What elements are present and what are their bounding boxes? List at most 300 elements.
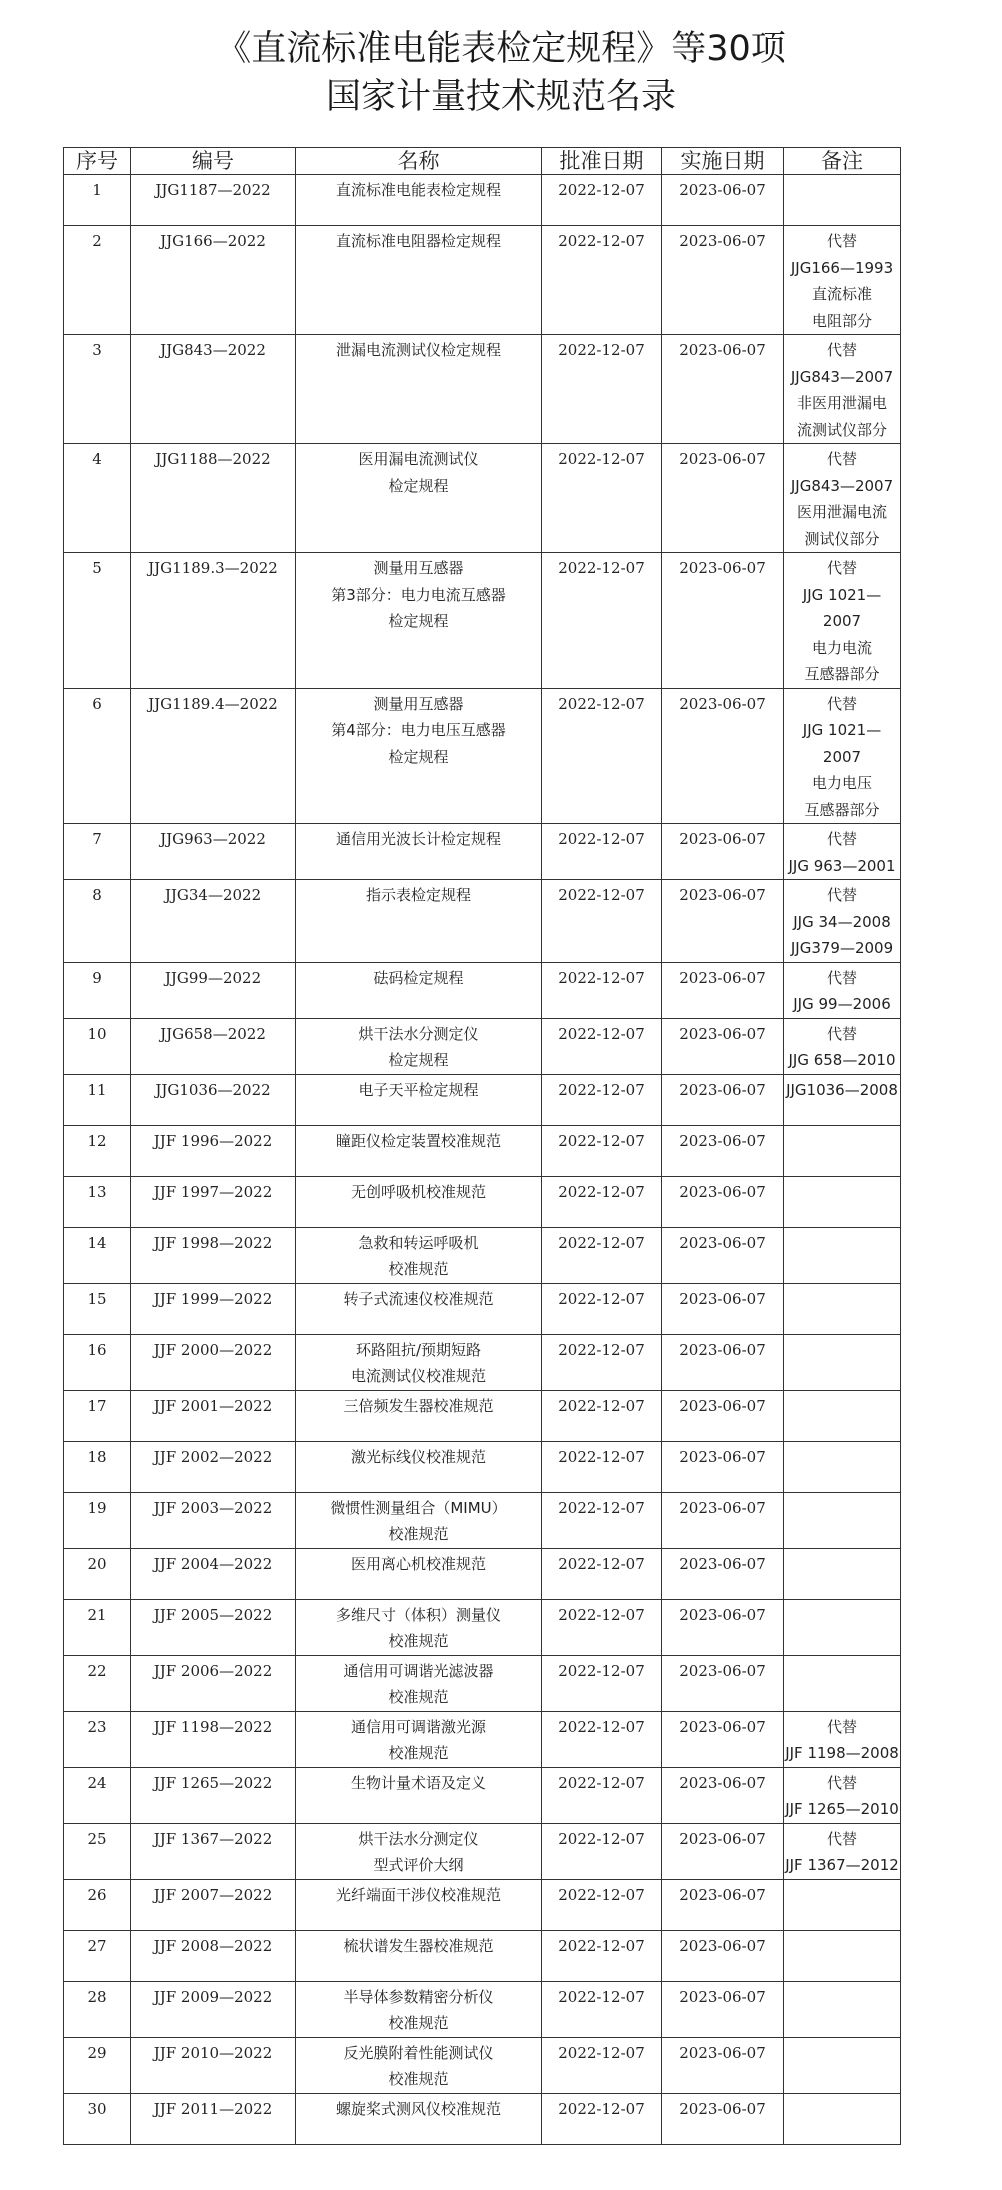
table-row	[64, 444, 901, 553]
remarks-cell-line: 代替	[826, 450, 857, 468]
approval-date-cell: 2022-12-07	[542, 1711, 662, 1767]
effective-date-cell: 2023-06-07	[662, 1441, 784, 1492]
name-cell-line: 测量用互感器	[373, 559, 464, 577]
serial-number-cell: 14	[64, 1227, 131, 1283]
name-cell	[296, 1823, 542, 1879]
remarks-cell	[784, 1492, 901, 1548]
approval-date-cell: 2022-12-07	[542, 335, 662, 444]
remarks-cell	[784, 1176, 901, 1227]
table-body	[64, 175, 901, 2145]
code-cell: JJF 1998—2022	[131, 1227, 296, 1283]
code-cell: JJF 2000—2022	[131, 1334, 296, 1390]
serial-number-cell: 8	[64, 880, 131, 963]
approval-date-cell: 2022-12-07	[542, 1548, 662, 1599]
effective-date-cell: 2023-06-07	[662, 1125, 784, 1176]
remarks-cell-line: 代替	[826, 1717, 857, 1736]
remarks-cell-line: 电力电压	[811, 774, 872, 792]
effective-date-cell: 2023-06-07	[662, 1599, 784, 1655]
remarks-cell-line: 代替	[826, 1773, 857, 1792]
name-cell	[296, 1227, 542, 1283]
remarks-cell-line: 直流标准	[811, 285, 872, 303]
approval-date-cell: 2022-12-07	[542, 1981, 662, 2037]
name-cell-line: 第3部分：电力电流互感器	[331, 585, 506, 604]
table-row	[64, 688, 901, 824]
serial-number-cell: 9	[64, 962, 131, 1018]
table-row	[64, 880, 901, 963]
effective-date-cell: 2023-06-07	[662, 880, 784, 963]
table-row	[64, 1655, 901, 1711]
name-cell	[296, 1334, 542, 1390]
code-cell: JJG1036—2022	[131, 1074, 296, 1125]
remarks-cell	[784, 2037, 901, 2093]
code-cell: JJF 1198—2022	[131, 1711, 296, 1767]
approval-date-cell: 2022-12-07	[542, 1823, 662, 1879]
table-header-row	[64, 148, 901, 175]
code-cell: JJG1189.3—2022	[131, 553, 296, 689]
remarks-cell	[784, 175, 901, 226]
code-cell: JJF 2008—2022	[131, 1930, 296, 1981]
name-cell-line: 急救和转运呼吸机	[358, 1233, 479, 1252]
name-cell-line: 通信用光波长计检定规程	[335, 830, 501, 848]
code-cell: JJF 1265—2022	[131, 1767, 296, 1823]
code-cell: JJG1189.4—2022	[131, 688, 296, 824]
remarks-cell	[784, 1441, 901, 1492]
name-cell	[296, 824, 542, 880]
remarks-cell	[784, 1823, 901, 1879]
name-cell-line: 校准规范	[388, 2070, 449, 2088]
table-row	[64, 1125, 901, 1176]
code-cell: JJF 1996—2022	[131, 1125, 296, 1176]
remarks-cell-line: 医用泄漏电流	[796, 503, 887, 521]
approval-date-cell: 2022-12-07	[542, 1176, 662, 1227]
table-row	[64, 1879, 901, 1930]
name-cell-line: 检定规程	[388, 476, 449, 495]
approval-date-cell: 2022-12-07	[542, 1227, 662, 1283]
effective-date-cell: 2023-06-07	[662, 226, 784, 335]
remarks-cell-line: 代替	[826, 968, 857, 987]
approval-date-cell: 2022-12-07	[542, 824, 662, 880]
remarks-cell-line: 电力电流	[811, 638, 872, 657]
name-cell	[296, 1599, 542, 1655]
code-cell: JJF 2006—2022	[131, 1655, 296, 1711]
remarks-cell	[784, 1655, 901, 1711]
header-remarks: 备注	[784, 148, 901, 175]
table-row	[64, 824, 901, 880]
name-cell	[296, 962, 542, 1018]
remarks-cell	[784, 1227, 901, 1283]
header-serial-number: 序号	[64, 148, 131, 175]
code-cell: JJF 2007—2022	[131, 1879, 296, 1930]
remarks-cell	[784, 1599, 901, 1655]
name-cell-line: 瞳距仪检定装置校准规范	[335, 1131, 501, 1150]
remarks-cell-line: 代替	[826, 886, 857, 904]
effective-date-cell: 2023-06-07	[662, 824, 784, 880]
name-cell-line: 生物计量术语及定义	[350, 1773, 486, 1792]
remarks-cell	[784, 226, 901, 335]
table-row	[64, 2093, 901, 2144]
name-cell-line: 型式评价大纲	[373, 1856, 464, 1874]
serial-number-cell: 24	[64, 1767, 131, 1823]
table-row	[64, 1711, 901, 1767]
table-row	[64, 175, 901, 226]
code-cell: JJG99—2022	[131, 962, 296, 1018]
remarks-cell	[784, 880, 901, 963]
table-row	[64, 1930, 901, 1981]
approval-date-cell: 2022-12-07	[542, 1599, 662, 1655]
remarks-cell-line: JJG 963—2001	[788, 856, 896, 875]
name-cell-line: 螺旋桨式测风仪校准规范	[335, 2099, 501, 2118]
effective-date-cell: 2023-06-07	[662, 1227, 784, 1283]
serial-number-cell: 18	[64, 1441, 131, 1492]
name-cell-line: 通信用可调谐光滤波器	[343, 1661, 494, 1680]
name-cell-line: 光纤端面干涉仪校准规范	[335, 1885, 501, 1904]
name-cell	[296, 880, 542, 963]
code-cell: JJG1188—2022	[131, 444, 296, 553]
effective-date-cell: 2023-06-07	[662, 1548, 784, 1599]
remarks-cell-line: JJF 1367—2012	[785, 1856, 899, 1874]
table-row	[64, 1390, 901, 1441]
serial-number-cell: 3	[64, 335, 131, 444]
effective-date-cell: 2023-06-07	[662, 1711, 784, 1767]
effective-date-cell: 2023-06-07	[662, 175, 784, 226]
approval-date-cell: 2022-12-07	[542, 1125, 662, 1176]
code-cell: JJG34—2022	[131, 880, 296, 963]
serial-number-cell: 4	[64, 444, 131, 553]
serial-number-cell: 30	[64, 2093, 131, 2144]
approval-date-cell: 2022-12-07	[542, 2037, 662, 2093]
document-title-line-2: 国家计量技术规范名录	[325, 77, 676, 117]
code-cell: JJG1187—2022	[131, 175, 296, 226]
serial-number-cell: 17	[64, 1390, 131, 1441]
serial-number-cell: 19	[64, 1492, 131, 1548]
serial-number-cell: 22	[64, 1655, 131, 1711]
remarks-cell	[784, 1390, 901, 1441]
remarks-cell-line: 互感器部分	[804, 800, 880, 819]
name-cell-line: 微惯性测量组合（MIMU）	[330, 1498, 507, 1517]
table-row	[64, 1334, 901, 1390]
name-cell-line: 校准规范	[388, 1744, 449, 1762]
remarks-cell-line: 非医用泄漏电	[796, 394, 887, 412]
approval-date-cell: 2022-12-07	[542, 175, 662, 226]
effective-date-cell: 2023-06-07	[662, 1390, 784, 1441]
approval-date-cell: 2022-12-07	[542, 1492, 662, 1548]
name-cell	[296, 2093, 542, 2144]
code-cell: JJF 2003—2022	[131, 1492, 296, 1548]
table-row	[64, 1227, 901, 1283]
table-row	[64, 1283, 901, 1334]
serial-number-cell: 10	[64, 1018, 131, 1074]
name-cell	[296, 1655, 542, 1711]
name-cell-line: 无创呼吸机校准规范	[350, 1182, 486, 1201]
header-approval-date: 批准日期	[542, 148, 662, 175]
remarks-cell	[784, 824, 901, 880]
effective-date-cell: 2023-06-07	[662, 1930, 784, 1981]
effective-date-cell: 2023-06-07	[662, 1981, 784, 2037]
serial-number-cell: 27	[64, 1930, 131, 1981]
name-cell	[296, 553, 542, 689]
effective-date-cell: 2023-06-07	[662, 1283, 784, 1334]
table-row	[64, 553, 901, 689]
name-cell	[296, 1767, 542, 1823]
remarks-cell	[784, 335, 901, 444]
remarks-cell-line: JJG1036—2008	[786, 1080, 898, 1099]
remarks-cell-line: 测试仪部分	[804, 529, 880, 548]
effective-date-cell: 2023-06-07	[662, 1655, 784, 1711]
name-cell-line: 检定规程	[388, 612, 449, 630]
approval-date-cell: 2022-12-07	[542, 444, 662, 553]
name-cell	[296, 335, 542, 444]
document-title-line-1: 《直流标准电能表检定规程》等30项	[216, 29, 786, 69]
table-row	[64, 1492, 901, 1548]
name-cell-line: 第4部分：电力电压互感器	[331, 721, 506, 739]
serial-number-cell: 12	[64, 1125, 131, 1176]
name-cell	[296, 1018, 542, 1074]
name-cell	[296, 2037, 542, 2093]
name-cell-line: 烘干法水分测定仪	[358, 1024, 479, 1043]
name-cell-line: 环路阻抗/预期短路	[355, 1340, 482, 1359]
remarks-cell-line: JJF 1265—2010	[785, 1800, 899, 1818]
serial-number-cell: 15	[64, 1283, 131, 1334]
approval-date-cell: 2022-12-07	[542, 226, 662, 335]
name-cell-line: 电子天平检定规程	[358, 1080, 479, 1099]
remarks-cell	[784, 1018, 901, 1074]
name-cell-line: 医用离心机校准规范	[350, 1554, 486, 1573]
table-row	[64, 2037, 901, 2093]
effective-date-cell: 2023-06-07	[662, 1492, 784, 1548]
table-row	[64, 1176, 901, 1227]
name-cell	[296, 1548, 542, 1599]
effective-date-cell: 2023-06-07	[662, 1879, 784, 1930]
remarks-cell	[784, 1125, 901, 1176]
table-row	[64, 1767, 901, 1823]
remarks-cell	[784, 962, 901, 1018]
name-cell-line: 检定规程	[388, 1051, 449, 1069]
effective-date-cell: 2023-06-07	[662, 1334, 784, 1390]
code-cell: JJF 2002—2022	[131, 1441, 296, 1492]
remarks-cell	[784, 1767, 901, 1823]
effective-date-cell: 2023-06-07	[662, 1018, 784, 1074]
remarks-cell-line: 2007	[822, 747, 862, 766]
name-cell-line: 检定规程	[388, 747, 449, 766]
remarks-cell-line: JJG843—2007	[790, 476, 894, 495]
serial-number-cell: 20	[64, 1548, 131, 1599]
code-cell: JJF 1367—2022	[131, 1823, 296, 1879]
name-cell	[296, 1283, 542, 1334]
approval-date-cell: 2022-12-07	[542, 1074, 662, 1125]
name-cell	[296, 175, 542, 226]
name-cell-line: 梳状谱发生器校准规范	[343, 1936, 494, 1955]
name-cell-line: 三倍频发生器校准规范	[343, 1396, 494, 1415]
table-row	[64, 1074, 901, 1125]
remarks-cell-line: JJF 1198—2008	[785, 1744, 899, 1762]
remarks-cell-line: JJG 658—2010	[788, 1051, 896, 1069]
name-cell-line: 校准规范	[388, 1632, 449, 1650]
effective-date-cell: 2023-06-07	[662, 1767, 784, 1823]
remarks-cell-line: JJG166—1993	[790, 258, 894, 277]
effective-date-cell: 2023-06-07	[662, 1176, 784, 1227]
code-cell: JJF 1997—2022	[131, 1176, 296, 1227]
table-row	[64, 1548, 901, 1599]
name-cell-line: 半导体参数精密分析仪	[343, 1987, 494, 2006]
name-cell	[296, 1930, 542, 1981]
remarks-cell-line: JJG379—2009	[790, 939, 894, 957]
remarks-cell	[784, 553, 901, 689]
effective-date-cell: 2023-06-07	[662, 1074, 784, 1125]
name-cell-line: 校准规范	[388, 2014, 449, 2032]
table-row	[64, 1823, 901, 1879]
remarks-cell-line: 代替	[826, 232, 857, 250]
name-cell	[296, 226, 542, 335]
table-row	[64, 226, 901, 335]
effective-date-cell: 2023-06-07	[662, 2093, 784, 2144]
serial-number-cell: 28	[64, 1981, 131, 2037]
name-cell-line: 电流测试仪校准规范	[350, 1367, 486, 1385]
name-cell-line: 直流标准电阻器检定规程	[335, 232, 501, 250]
serial-number-cell: 21	[64, 1599, 131, 1655]
approval-date-cell: 2022-12-07	[542, 1655, 662, 1711]
approval-date-cell: 2022-12-07	[542, 1879, 662, 1930]
remarks-cell-line: 2007	[822, 612, 862, 630]
name-cell	[296, 1879, 542, 1930]
remarks-cell-line: 代替	[826, 1829, 857, 1848]
name-cell-line: 砝码检定规程	[373, 968, 464, 987]
serial-number-cell: 26	[64, 1879, 131, 1930]
code-cell: JJF 2009—2022	[131, 1981, 296, 2037]
remarks-cell	[784, 688, 901, 824]
approval-date-cell: 2022-12-07	[542, 1390, 662, 1441]
code-cell: JJF 1999—2022	[131, 1283, 296, 1334]
code-cell: JJG843—2022	[131, 335, 296, 444]
serial-number-cell: 7	[64, 824, 131, 880]
remarks-cell-line: 代替	[826, 559, 857, 577]
remarks-cell	[784, 1981, 901, 2037]
name-cell-line: 通信用可调谐激光源	[350, 1717, 486, 1736]
code-cell: JJG166—2022	[131, 226, 296, 335]
effective-date-cell: 2023-06-07	[662, 335, 784, 444]
name-cell	[296, 1711, 542, 1767]
code-cell: JJF 2004—2022	[131, 1548, 296, 1599]
table-row	[64, 335, 901, 444]
remarks-cell-line: 互感器部分	[804, 665, 880, 683]
name-cell	[296, 1125, 542, 1176]
remarks-cell-line: 代替	[826, 694, 857, 713]
remarks-cell	[784, 1711, 901, 1767]
name-cell	[296, 444, 542, 553]
remarks-cell	[784, 1548, 901, 1599]
name-cell-line: 反光膜附着性能测试仪	[343, 2043, 494, 2062]
effective-date-cell: 2023-06-07	[662, 962, 784, 1018]
remarks-cell-line: 流测试仪部分	[796, 420, 887, 439]
name-cell-line: 多维尺寸（体积）测量仪	[335, 1605, 501, 1624]
name-cell-line: 校准规范	[388, 1525, 449, 1543]
name-cell-line: 直流标准电能表检定规程	[335, 181, 501, 199]
approval-date-cell: 2022-12-07	[542, 1334, 662, 1390]
name-cell	[296, 1981, 542, 2037]
name-cell-line: 校准规范	[388, 1260, 449, 1278]
serial-number-cell: 23	[64, 1711, 131, 1767]
remarks-cell-line: JJG 1021—	[802, 721, 882, 739]
name-cell-line: 测量用互感器	[373, 694, 464, 713]
approval-date-cell: 2022-12-07	[542, 880, 662, 963]
table-row	[64, 1981, 901, 2037]
name-cell	[296, 1441, 542, 1492]
serial-number-cell: 1	[64, 175, 131, 226]
code-cell: JJF 2010—2022	[131, 2037, 296, 2093]
header-code: 编号	[131, 148, 296, 175]
name-cell-line: 泄漏电流测试仪检定规程	[335, 341, 501, 359]
table-row	[64, 962, 901, 1018]
remarks-cell-line: 代替	[826, 1024, 857, 1043]
code-cell: JJF 2005—2022	[131, 1599, 296, 1655]
remarks-cell-line: JJG843—2007	[790, 367, 894, 386]
remarks-cell	[784, 1283, 901, 1334]
name-cell	[296, 1074, 542, 1125]
code-cell: JJG963—2022	[131, 824, 296, 880]
serial-number-cell: 11	[64, 1074, 131, 1125]
name-cell	[296, 688, 542, 824]
remarks-cell	[784, 1074, 901, 1125]
code-cell: JJG658—2022	[131, 1018, 296, 1074]
header-effective-date: 实施日期	[662, 148, 784, 175]
standards-table	[63, 147, 901, 2145]
remarks-cell	[784, 1334, 901, 1390]
remarks-cell	[784, 1879, 901, 1930]
remarks-cell-line: 代替	[826, 341, 857, 359]
remarks-cell	[784, 2093, 901, 2144]
approval-date-cell: 2022-12-07	[542, 1441, 662, 1492]
serial-number-cell: 6	[64, 688, 131, 824]
header-name: 名称	[296, 148, 542, 175]
serial-number-cell: 5	[64, 553, 131, 689]
approval-date-cell: 2022-12-07	[542, 553, 662, 689]
table-row	[64, 1599, 901, 1655]
serial-number-cell: 25	[64, 1823, 131, 1879]
name-cell	[296, 1390, 542, 1441]
effective-date-cell: 2023-06-07	[662, 444, 784, 553]
remarks-cell-line: JJG 1021—	[802, 585, 882, 604]
approval-date-cell: 2022-12-07	[542, 688, 662, 824]
effective-date-cell: 2023-06-07	[662, 553, 784, 689]
remarks-cell	[784, 444, 901, 553]
name-cell	[296, 1492, 542, 1548]
name-cell	[296, 1176, 542, 1227]
approval-date-cell: 2022-12-07	[542, 962, 662, 1018]
name-cell-line: 转子式流速仪校准规范	[343, 1289, 494, 1308]
approval-date-cell: 2022-12-07	[542, 1283, 662, 1334]
name-cell-line: 医用漏电流测试仪	[358, 450, 479, 468]
remarks-cell	[784, 1930, 901, 1981]
serial-number-cell: 13	[64, 1176, 131, 1227]
effective-date-cell: 2023-06-07	[662, 1823, 784, 1879]
remarks-cell-line: 电阻部分	[811, 311, 872, 330]
approval-date-cell: 2022-12-07	[542, 1018, 662, 1074]
name-cell-line: 校准规范	[388, 1688, 449, 1706]
remarks-cell-line: JJG 99—2006	[793, 995, 891, 1013]
remarks-cell-line: JJG 34—2008	[793, 912, 891, 931]
effective-date-cell: 2023-06-07	[662, 2037, 784, 2093]
name-cell-line: 指示表检定规程	[365, 886, 471, 904]
serial-number-cell: 16	[64, 1334, 131, 1390]
table-row	[64, 1018, 901, 1074]
approval-date-cell: 2022-12-07	[542, 1767, 662, 1823]
code-cell: JJF 2011—2022	[131, 2093, 296, 2144]
approval-date-cell: 2022-12-07	[542, 2093, 662, 2144]
code-cell: JJF 2001—2022	[131, 1390, 296, 1441]
remarks-cell-line: 代替	[826, 830, 857, 848]
name-cell-line: 烘干法水分测定仪	[358, 1829, 479, 1848]
approval-date-cell: 2022-12-07	[542, 1930, 662, 1981]
effective-date-cell: 2023-06-07	[662, 688, 784, 824]
